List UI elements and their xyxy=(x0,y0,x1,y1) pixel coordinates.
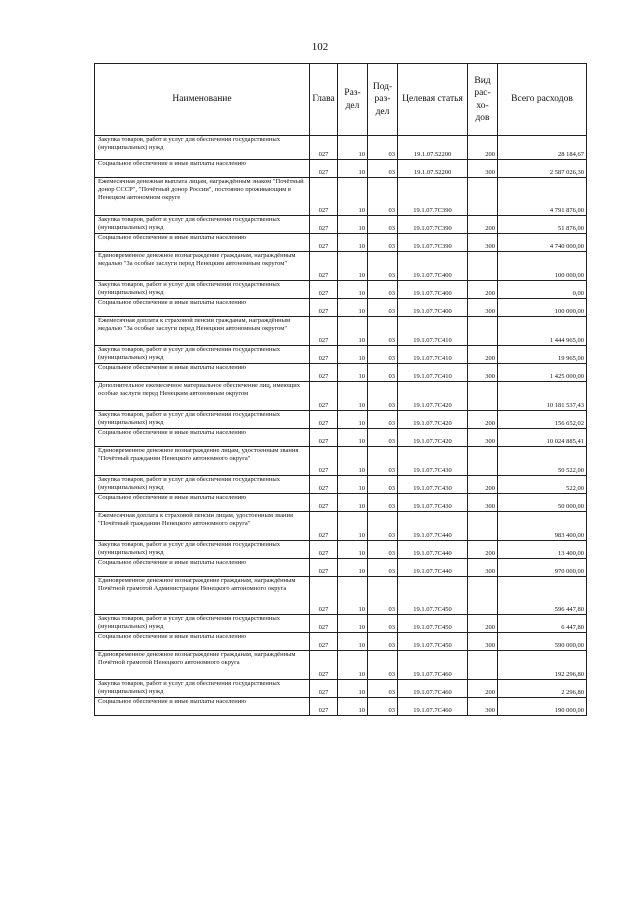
row-chapter: 027 xyxy=(310,299,338,317)
row-name: Социальное обеспечение и иные выплаты населению xyxy=(95,559,310,577)
row-section: 10 xyxy=(338,178,368,216)
row-section: 10 xyxy=(338,346,368,364)
row-subsection: 03 xyxy=(368,216,398,234)
row-chapter: 027 xyxy=(310,559,338,577)
row-subsection: 03 xyxy=(368,160,398,178)
row-target: 19.1.07.7С430 xyxy=(398,476,468,494)
row-chapter: 027 xyxy=(310,447,338,476)
row-expense-type: 300 xyxy=(468,299,498,317)
table-row xyxy=(95,577,587,615)
row-total: 4 740 000,00 xyxy=(498,234,587,252)
row-subsection: 03 xyxy=(368,559,398,577)
row-target: 19.1.07.7С450 xyxy=(398,577,468,615)
row-subsection: 03 xyxy=(368,281,398,299)
row-expense-type: 200 xyxy=(468,136,498,160)
row-expense-type: 300 xyxy=(468,429,498,447)
row-expense-type xyxy=(468,447,498,476)
row-chapter: 027 xyxy=(310,160,338,178)
row-name: Единовременное денежное вознаграждение лицам, удостоенным звания "Почётный гражданин Ненецкого автономного округа" xyxy=(95,447,310,476)
table-row xyxy=(95,429,587,447)
row-name: Закупка товаров, работ и услуг для обеспечения государственных (муниципальных) нужд xyxy=(95,411,310,429)
row-section: 10 xyxy=(338,411,368,429)
row-subsection: 03 xyxy=(368,541,398,559)
row-subsection: 03 xyxy=(368,411,398,429)
table-row xyxy=(95,382,587,411)
row-chapter: 027 xyxy=(310,633,338,651)
row-subsection: 03 xyxy=(368,698,398,716)
row-expense-type: 200 xyxy=(468,476,498,494)
table-row xyxy=(95,364,587,382)
row-total: 2 587 026,30 xyxy=(498,160,587,178)
row-expense-type xyxy=(468,382,498,411)
table-row xyxy=(95,541,587,559)
row-section: 10 xyxy=(338,476,368,494)
row-expense-type: 300 xyxy=(468,364,498,382)
row-name: Социальное обеспечение и иные выплаты населению xyxy=(95,633,310,651)
row-expense-type: 300 xyxy=(468,698,498,716)
row-section: 10 xyxy=(338,364,368,382)
row-total: 50 000,00 xyxy=(498,494,587,512)
row-expense-type: 200 xyxy=(468,216,498,234)
row-total: 10 181 537,43 xyxy=(498,382,587,411)
row-chapter: 027 xyxy=(310,346,338,364)
row-name: Социальное обеспечение и иные выплаты населению xyxy=(95,299,310,317)
row-name: Социальное обеспечение и иные выплаты населению xyxy=(95,234,310,252)
row-section: 10 xyxy=(338,317,368,346)
row-total: 1 425 000,00 xyxy=(498,364,587,382)
row-section: 10 xyxy=(338,680,368,698)
row-target: 19.1.07.7С390 xyxy=(398,234,468,252)
row-section: 10 xyxy=(338,541,368,559)
table-row xyxy=(95,299,587,317)
row-expense-type xyxy=(468,577,498,615)
row-name: Закупка товаров, работ и услуг для обеспечения государственных (муниципальных) нужд xyxy=(95,216,310,234)
row-chapter: 027 xyxy=(310,429,338,447)
row-total: 970 000,00 xyxy=(498,559,587,577)
row-chapter: 027 xyxy=(310,615,338,633)
row-subsection: 03 xyxy=(368,299,398,317)
row-section: 10 xyxy=(338,216,368,234)
row-name: Закупка товаров, работ и услуг для обеспечения государственных (муниципальных) нужд xyxy=(95,541,310,559)
table-row xyxy=(95,411,587,429)
row-name: Закупка товаров, работ и услуг для обеспечения государственных (муниципальных) нужд xyxy=(95,281,310,299)
row-expense-type: 300 xyxy=(468,559,498,577)
row-name: Дополнительное ежемесячное материальное обеспечение лиц, имеющих особые заслуги перед Ненецким автономным округом xyxy=(95,382,310,411)
row-subsection: 03 xyxy=(368,633,398,651)
row-chapter: 027 xyxy=(310,494,338,512)
row-chapter: 027 xyxy=(310,234,338,252)
row-target: 19.1.07.52200 xyxy=(398,136,468,160)
row-target: 19.1.07.7С460 xyxy=(398,651,468,680)
row-chapter: 027 xyxy=(310,178,338,216)
table-row xyxy=(95,512,587,541)
row-total: 983 400,00 xyxy=(498,512,587,541)
row-subsection: 03 xyxy=(368,364,398,382)
row-target: 19.1.07.7С430 xyxy=(398,494,468,512)
row-section: 10 xyxy=(338,577,368,615)
row-chapter: 027 xyxy=(310,541,338,559)
row-target: 19.1.07.7С450 xyxy=(398,615,468,633)
row-section: 10 xyxy=(338,299,368,317)
row-name: Закупка товаров, работ и услуг для обеспечения государственных (муниципальных) нужд xyxy=(95,346,310,364)
row-total: 50 522,00 xyxy=(498,447,587,476)
header-target: Целевая статья xyxy=(398,64,468,136)
row-name: Закупка товаров, работ и услуг для обеспечения государственных (муниципальных) нужд xyxy=(95,476,310,494)
table-row xyxy=(95,216,587,234)
row-expense-type: 200 xyxy=(468,615,498,633)
row-expense-type xyxy=(468,651,498,680)
row-section: 10 xyxy=(338,136,368,160)
table-row xyxy=(95,633,587,651)
header-section: Раз- дел xyxy=(338,64,368,136)
row-subsection: 03 xyxy=(368,494,398,512)
row-section: 10 xyxy=(338,447,368,476)
row-section: 10 xyxy=(338,512,368,541)
row-target: 19.1.07.7С440 xyxy=(398,559,468,577)
row-name: Социальное обеспечение и иные выплаты населению xyxy=(95,494,310,512)
row-subsection: 03 xyxy=(368,577,398,615)
row-subsection: 03 xyxy=(368,317,398,346)
row-subsection: 03 xyxy=(368,234,398,252)
row-chapter: 027 xyxy=(310,364,338,382)
row-target: 19.1.07.7С410 xyxy=(398,317,468,346)
row-subsection: 03 xyxy=(368,136,398,160)
header-name: Наименование xyxy=(95,64,310,136)
row-total: 10 024 885,41 xyxy=(498,429,587,447)
row-name: Единовременное денежное вознаграждение гражданам, награждённым медалью "За особые заслуги перед Ненецким автономным округом" xyxy=(95,252,310,281)
table-row xyxy=(95,559,587,577)
row-name: Социальное обеспечение и иные выплаты населению xyxy=(95,160,310,178)
row-name: Социальное обеспечение и иные выплаты населению xyxy=(95,698,310,716)
row-target: 19.1.07.7С440 xyxy=(398,512,468,541)
row-target: 19.1.07.7С410 xyxy=(398,364,468,382)
table-row xyxy=(95,447,587,476)
row-subsection: 03 xyxy=(368,512,398,541)
row-chapter: 027 xyxy=(310,252,338,281)
row-subsection: 03 xyxy=(368,178,398,216)
row-target: 19.1.07.7С420 xyxy=(398,429,468,447)
row-total: 156 652,02 xyxy=(498,411,587,429)
row-expense-type: 200 xyxy=(468,411,498,429)
header-total: Всего расходов xyxy=(498,64,587,136)
row-total: 2 296,80 xyxy=(498,680,587,698)
row-total: 190 000,00 xyxy=(498,698,587,716)
row-subsection: 03 xyxy=(368,615,398,633)
row-chapter: 027 xyxy=(310,281,338,299)
row-chapter: 027 xyxy=(310,411,338,429)
table-row xyxy=(95,281,587,299)
row-target: 19.1.07.7С440 xyxy=(398,541,468,559)
row-target: 19.1.07.7С450 xyxy=(398,633,468,651)
header-subsection: Под- раз- дел xyxy=(368,64,398,136)
row-subsection: 03 xyxy=(368,382,398,411)
row-section: 10 xyxy=(338,559,368,577)
row-expense-type xyxy=(468,252,498,281)
row-name: Закупка товаров, работ и услуг для обеспечения государственных (муниципальных) нужд xyxy=(95,615,310,633)
row-total: 4 791 876,00 xyxy=(498,178,587,216)
row-name: Социальное обеспечение и иные выплаты населению xyxy=(95,364,310,382)
row-section: 10 xyxy=(338,234,368,252)
row-subsection: 03 xyxy=(368,476,398,494)
row-name: Социальное обеспечение и иные выплаты населению xyxy=(95,429,310,447)
row-total: 596 447,80 xyxy=(498,577,587,615)
table-row xyxy=(95,234,587,252)
row-chapter: 027 xyxy=(310,698,338,716)
row-chapter: 027 xyxy=(310,512,338,541)
row-section: 10 xyxy=(338,615,368,633)
row-total: 100 000,00 xyxy=(498,252,587,281)
row-target: 19.1.07.7С390 xyxy=(398,178,468,216)
row-name: Единовременное денежное вознаграждение гражданам, награждённым Почётной грамотой Администрации Ненецкого автономного округа xyxy=(95,577,310,615)
row-total: 6 447,80 xyxy=(498,615,587,633)
row-target: 19.1.07.7С400 xyxy=(398,299,468,317)
page-number: 102 xyxy=(311,41,329,53)
table-row xyxy=(95,178,587,216)
row-target: 19.1.07.7С460 xyxy=(398,680,468,698)
row-section: 10 xyxy=(338,382,368,411)
row-expense-type xyxy=(468,317,498,346)
row-name: Ежемесячная доплата к страховой пенсии лицам, удостоенным звания "Почётный гражданин Ненецкого автономного округа" xyxy=(95,512,310,541)
row-chapter: 027 xyxy=(310,476,338,494)
table-header-row xyxy=(95,64,587,136)
row-name: Закупка товаров, работ и услуг для обеспечения государственных (муниципальных) нужд xyxy=(95,680,310,698)
row-target: 19.1.07.7С420 xyxy=(398,382,468,411)
row-subsection: 03 xyxy=(368,429,398,447)
table-row xyxy=(95,160,587,178)
row-target: 19.1.07.7С420 xyxy=(398,411,468,429)
row-name: Закупка товаров, работ и услуг для обеспечения государственных (муниципальных) нужд xyxy=(95,136,310,160)
row-expense-type: 300 xyxy=(468,633,498,651)
row-subsection: 03 xyxy=(368,447,398,476)
row-total: 100 000,00 xyxy=(498,299,587,317)
row-section: 10 xyxy=(338,651,368,680)
header-expense-type: Вид рас- хо- дов xyxy=(468,64,498,136)
row-total: 28 184,67 xyxy=(498,136,587,160)
row-chapter: 027 xyxy=(310,136,338,160)
row-subsection: 03 xyxy=(368,252,398,281)
row-expense-type: 200 xyxy=(468,346,498,364)
row-section: 10 xyxy=(338,281,368,299)
row-total: 51 876,00 xyxy=(498,216,587,234)
row-name: Ежемесячная доплата к страховой пенсии гражданам, награждённым медалью "За особые заслуги перед Ненецким автономным округом" xyxy=(95,317,310,346)
header-chapter: Глава xyxy=(310,64,338,136)
row-target: 19.1.07.7С430 xyxy=(398,447,468,476)
row-expense-type xyxy=(468,178,498,216)
row-total: 192 296,80 xyxy=(498,651,587,680)
row-expense-type xyxy=(468,512,498,541)
row-total: 19 965,00 xyxy=(498,346,587,364)
table-row xyxy=(95,651,587,680)
row-expense-type: 200 xyxy=(468,680,498,698)
table-row xyxy=(95,615,587,633)
row-section: 10 xyxy=(338,252,368,281)
row-expense-type: 300 xyxy=(468,160,498,178)
table-row xyxy=(95,252,587,281)
row-section: 10 xyxy=(338,633,368,651)
row-section: 10 xyxy=(338,429,368,447)
table-row xyxy=(95,680,587,698)
row-target: 19.1.07.7С460 xyxy=(398,698,468,716)
table-row xyxy=(95,476,587,494)
row-chapter: 027 xyxy=(310,680,338,698)
table-row xyxy=(95,494,587,512)
row-section: 10 xyxy=(338,160,368,178)
row-expense-type: 200 xyxy=(468,281,498,299)
row-expense-type: 200 xyxy=(468,541,498,559)
row-subsection: 03 xyxy=(368,346,398,364)
row-target: 19.1.07.52200 xyxy=(398,160,468,178)
row-total: 0,00 xyxy=(498,281,587,299)
row-total: 522,00 xyxy=(498,476,587,494)
table-row xyxy=(95,317,587,346)
row-subsection: 03 xyxy=(368,651,398,680)
table-body xyxy=(95,136,587,716)
row-chapter: 027 xyxy=(310,577,338,615)
row-total: 13 400,00 xyxy=(498,541,587,559)
row-target: 19.1.07.7С400 xyxy=(398,252,468,281)
row-target: 19.1.07.7С400 xyxy=(398,281,468,299)
row-chapter: 027 xyxy=(310,317,338,346)
row-name: Ежемесячная денежная выплата лицам, награждённым знаком "Почётный донор СССР", "Почётный донор России", постоянно проживающим в Ненецком автономном округе xyxy=(95,178,310,216)
row-section: 10 xyxy=(338,494,368,512)
table-row xyxy=(95,346,587,364)
row-total: 590 000,00 xyxy=(498,633,587,651)
table-row xyxy=(95,136,587,160)
row-subsection: 03 xyxy=(368,680,398,698)
table-row xyxy=(95,698,587,716)
row-target: 19.1.07.7С410 xyxy=(398,346,468,364)
row-chapter: 027 xyxy=(310,382,338,411)
row-chapter: 027 xyxy=(310,651,338,680)
row-total: 1 444 965,00 xyxy=(498,317,587,346)
row-name: Единовременное денежное вознаграждение гражданам, награждённым Почётной грамотой Ненецкого автономного округа xyxy=(95,651,310,680)
budget-table xyxy=(94,63,587,716)
row-chapter: 027 xyxy=(310,216,338,234)
row-expense-type: 300 xyxy=(468,494,498,512)
row-target: 19.1.07.7С390 xyxy=(398,216,468,234)
row-expense-type: 300 xyxy=(468,234,498,252)
row-section: 10 xyxy=(338,698,368,716)
